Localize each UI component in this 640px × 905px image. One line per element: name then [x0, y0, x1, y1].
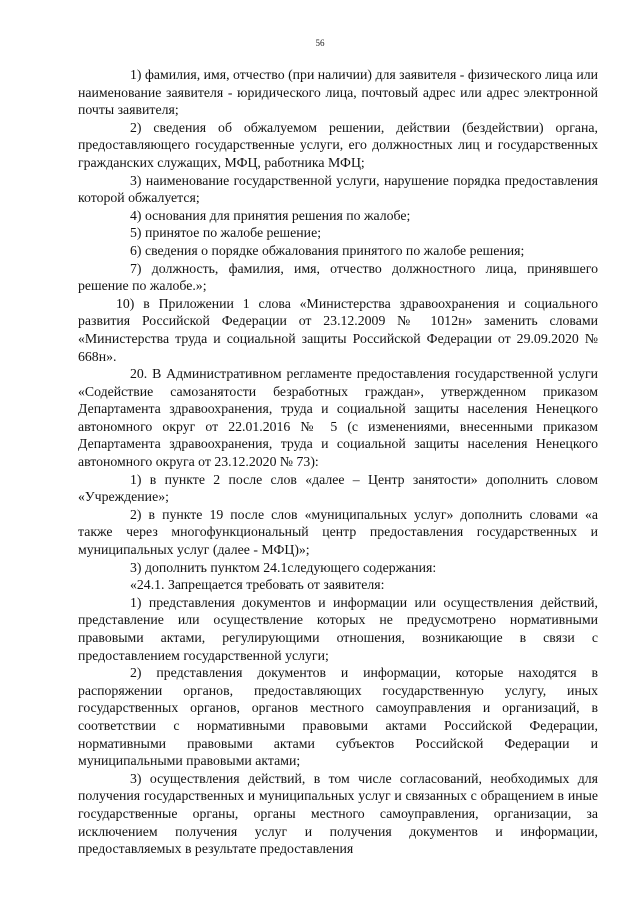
- paragraph-item-5-decision: 5) принятое по жалобе решение;: [130, 225, 322, 241]
- paragraph-item-3-service-name: 3) наименование государственной услуги, нарушение порядка предоставления которой обжалуется;: [78, 172, 598, 206]
- paragraph-24-1-item-1: 1) представления документов и информации или осуществления действий, представление или осуществление которых не предусмотрено нормативными правовыми актами, регулирующими отношения, возникающие в связи с предоставлением государственной услуги;: [78, 594, 598, 663]
- document-body: [78, 66, 598, 858]
- page-number: 56: [315, 38, 325, 48]
- paragraph-item-6-appeal-procedure: 6) сведения о порядке обжалования принятого по жалобе решения;: [130, 242, 525, 258]
- paragraph-item-4-grounds: 4) основания для принятия решения по жалобе;: [130, 207, 411, 223]
- paragraph-24-1-item-2: 2) представления документов и информации, которые находятся в распоряжении органов, предоставляющих государственную услугу, иных государственных органов, органов местного самоуправления и организаций, в соответствии с нормативными правовыми актами Российской Федерации, нормативными правовыми актами субъектов Российской Федерации и муниципальными правовыми актами;: [78, 665, 598, 769]
- paragraph-clause-24-1: «24.1. Запрещается требовать от заявителя:: [130, 577, 385, 593]
- paragraph-section-20: 20. В Административном регламенте предоставления государственной услуги «Содействие самозанятости безработных граждан», утвержденном приказом Департамента здравоохранения, труда и социальной защиты населения Ненецкого автономного округ от 22.01.2016 № 5 (с изменениями, внесенными приказом Департамента здравоохранения, труда и социальной защиты населения Ненецкого автономного округа от 23.12.2020 № 73):: [78, 366, 598, 470]
- paragraph-20-item-2: 2) в пункте 19 после слов «муниципальных услуг» дополнить словами «а также через многофункциональный центр предоставления государственных и муниципальных услуг (далее - МФЦ)»;: [78, 506, 598, 558]
- paragraph-20-item-3: 3) дополнить пунктом 24.1следующего содержания:: [130, 559, 437, 575]
- paragraph-24-1-item-3: 3) осуществления действий, в том числе согласований, необходимых для получения государственных и муниципальных услуг и связанных с обращением в иные государственные органы, органы местного самоуправления, организации, за исключением получения услуг и получения документов и информации, предоставляемых в результате предоставления: [78, 770, 598, 857]
- paragraph-item-7-official: 7) должность, фамилия, имя, отчество должностного лица, принявшего решение по жалобе.»;: [78, 260, 598, 294]
- paragraph-20-item-1: 1) в пункте 2 после слов «далее – Центр занятости» дополнить словом «Учреждение»;: [78, 471, 598, 505]
- paragraph-item-2-appealed-decision: 2) сведения об обжалуемом решении, действии (бездействии) органа, предоставляющего государственные услуги, его должностных лиц и государственных гражданских служащих, МФЦ, работника МФЦ;: [78, 119, 598, 170]
- paragraph-item-1-applicant-name: 1) фамилия, имя, отчество (при наличии) для заявителя - физического лица или наименование заявителя - юридического лица, почтовый адрес или адрес электронной почты заявителя;: [78, 67, 598, 118]
- paragraph-item-10-appendix: 10) в Приложении 1 слова «Министерства здравоохранения и социального развития Российской Федерации от 23.12.2009 № 1012н» заменить словами «Министерства труда и социальной защиты Российской Федерации от 29.09.2020 № 668н».: [78, 295, 598, 364]
